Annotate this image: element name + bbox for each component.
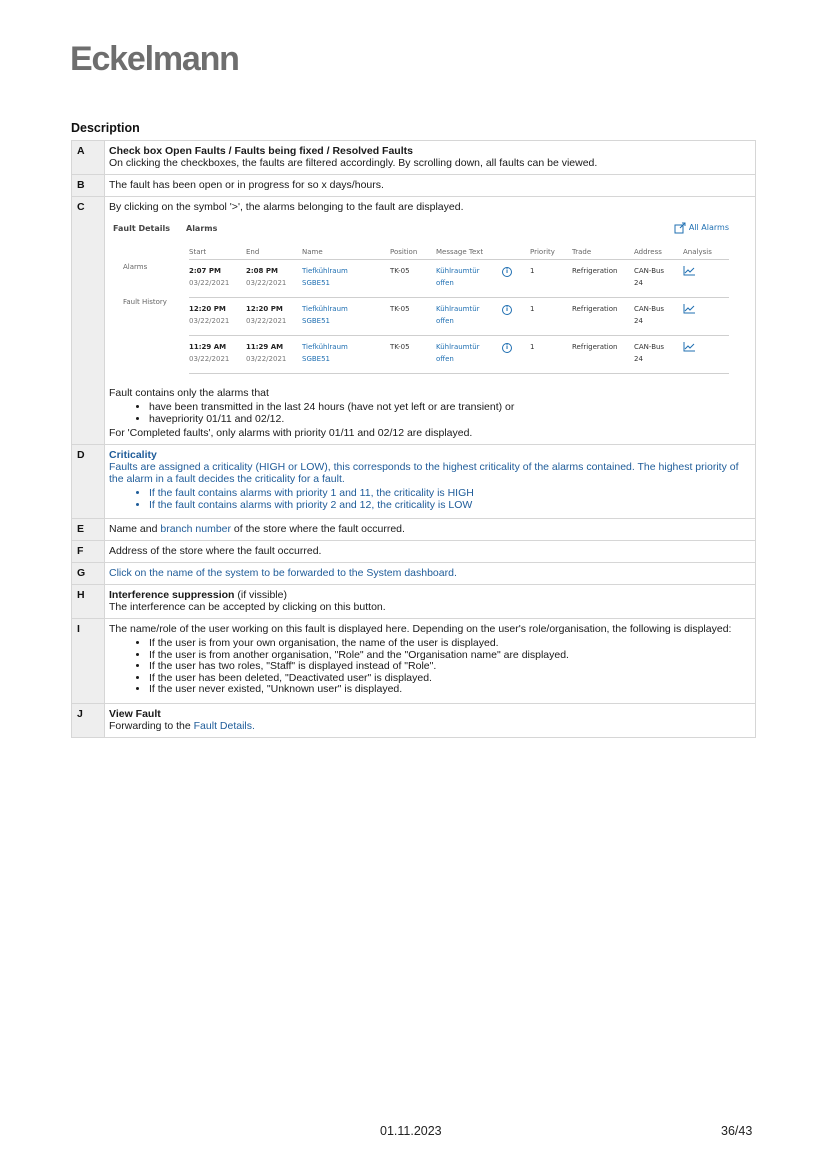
address: CAN-Bus (634, 267, 665, 275)
address: CAN-Bus (634, 343, 665, 351)
message-text: Kühlraumtür (436, 343, 480, 351)
row-content (105, 563, 756, 585)
row-title: Interference suppression (109, 589, 235, 601)
row-text: Forwarding to the (109, 719, 194, 732)
position: TK-05 (390, 343, 410, 351)
row-h (72, 585, 756, 619)
all-alarms-link[interactable] (674, 222, 729, 234)
tab-alarms[interactable]: Alarms (186, 224, 218, 233)
bullet-item: • If the user never existed, "Unknown user" is displayed. (149, 684, 751, 696)
alarm-row[interactable] (189, 260, 729, 298)
end-time: 2:08 PM (246, 267, 278, 275)
col-name: Name (302, 248, 323, 256)
priority: 1 (530, 343, 535, 351)
end-date: 03/22/2021 (246, 317, 287, 325)
address: CAN-Bus (634, 305, 665, 313)
alarm-row[interactable] (189, 336, 729, 374)
system-name-link[interactable]: Tiefkühlraum (302, 305, 348, 313)
row-text-post: of the store where the fault occurred. (231, 523, 405, 535)
row-text-pre: Name and (109, 523, 161, 535)
trade: Refrigeration (572, 267, 618, 275)
row-text: The interference can be accepted by clicking on this button. (109, 601, 386, 613)
row-key: D (72, 445, 105, 519)
col-analysis: Analysis (683, 248, 712, 256)
row-content (105, 445, 756, 519)
row-content (105, 141, 756, 175)
start-time: 11:29 AM (189, 343, 227, 351)
branch-number-link[interactable]: branch number (160, 523, 231, 535)
system-id-link[interactable]: SGBE51 (302, 279, 330, 287)
row-key: H (72, 585, 105, 619)
row-title: View Fault (109, 707, 161, 720)
row-key: C (72, 197, 105, 445)
row-a (72, 141, 756, 175)
all-alarms-label: All Alarms (688, 223, 729, 232)
row-key: F (72, 541, 105, 563)
start-date: 03/22/2021 (189, 317, 230, 325)
bullet-item: • If the user has been deleted, "Deactivated user" is displayed. (149, 673, 751, 685)
row-content (105, 197, 756, 445)
info-icon[interactable]: i (502, 267, 512, 277)
external-link-icon (674, 222, 686, 234)
row-j (72, 703, 756, 737)
row-text: The name/role of the user working on this fault is displayed here. Depending on the user's role/organisation, the following is displayed: (109, 623, 732, 635)
row-title-suffix: (if vissible) (234, 589, 287, 601)
analysis-chart-icon[interactable] (683, 303, 696, 314)
row-content (105, 519, 756, 541)
system-id-link[interactable]: SGBE51 (302, 355, 330, 363)
row-f (72, 541, 756, 563)
row-key: G (72, 563, 105, 585)
info-icon[interactable]: i (502, 343, 512, 353)
row-g (72, 563, 756, 585)
row-key: J (72, 703, 105, 737)
fault-details-link[interactable]: Fault Details. (193, 719, 255, 732)
alarms-table-header (189, 245, 729, 260)
bullet-item: • If the user is from another organisation, "Role" and the "Organisation name" are displayed. (149, 650, 751, 662)
system-dashboard-link[interactable]: System dashboard. (366, 567, 457, 579)
bullet-item: • If the user is from your own organisation, the name of the user is displayed. (149, 638, 751, 650)
position: TK-05 (390, 305, 410, 313)
system-name-link[interactable]: Tiefkühlraum (302, 343, 348, 351)
message-text-2: offen (436, 317, 454, 325)
fault-details-screenshot (109, 221, 733, 381)
col-priority: Priority (530, 248, 555, 256)
row-key: E (72, 519, 105, 541)
bullet-item: • If the user has two roles, "Staff" is displayed instead of "Role". (149, 661, 751, 673)
priority: 1 (530, 305, 535, 313)
system-name-link[interactable]: Tiefkühlraum (302, 267, 348, 275)
row-content (105, 541, 756, 563)
row-key: A (72, 141, 105, 175)
start-date: 03/22/2021 (189, 279, 230, 287)
position: TK-05 (390, 267, 410, 275)
col-address: Address (634, 248, 662, 256)
bullet-list (109, 638, 751, 696)
col-message-text: Message Text (436, 248, 484, 256)
footer-page-number: 36/43 (721, 1124, 753, 1138)
end-time: 11:29 AM (246, 343, 284, 351)
row-content (105, 703, 756, 737)
start-time: 12:20 PM (189, 305, 226, 313)
side-alarms[interactable]: Alarms (123, 263, 148, 271)
end-date: 03/22/2021 (246, 355, 287, 363)
info-icon[interactable]: i (502, 305, 512, 315)
eckelmann-logo: Eckelmann (70, 40, 239, 78)
bullet-item: • have been transmitted in the last 24 hours (have not yet left or are transient) or (149, 402, 751, 414)
row-key: B (72, 175, 105, 197)
row-text: Faults are assigned a criticality (HIGH or LOW), this corresponds to the highest criticality of the alarms contained. The highest priority of the alarm in a fault decides the criticality for a fault. (109, 461, 739, 485)
row-text-after: Fault contains only the alarms that (109, 387, 269, 399)
row-content (105, 619, 756, 704)
row-b (72, 175, 756, 197)
footer-date: 01.11.2023 (380, 1124, 442, 1138)
message-text: Kühlraumtür (436, 305, 480, 313)
row-text: On clicking the checkboxes, the faults are filtered accordingly. By scrolling down, all faults can be viewed. (109, 157, 598, 169)
bullet-item: • If the fault contains alarms with priority 2 and 12, the criticality is LOW (149, 500, 751, 512)
section-title: Description (71, 121, 140, 135)
row-text: Click on the name of the system to be forwarded to the (109, 567, 367, 579)
message-text: Kühlraumtür (436, 267, 480, 275)
row-content (105, 585, 756, 619)
address-2: 24 (634, 355, 643, 363)
trade: Refrigeration (572, 305, 618, 313)
alarms-table (189, 245, 729, 374)
row-title: Criticality (109, 449, 157, 461)
row-d (72, 445, 756, 519)
priority: 1 (530, 267, 535, 275)
trade: Refrigeration (572, 343, 618, 351)
col-position: Position (390, 248, 418, 256)
bullet-item: • If the fault contains alarms with priority 1 and 11, the criticality is HIGH (149, 488, 751, 500)
row-text: Address of the store where the fault occurred. (109, 545, 322, 557)
address-2: 24 (634, 317, 643, 325)
completed-note: For 'Completed faults', only alarms with priority 01/11 and 02/12 are displayed. (109, 427, 473, 439)
row-text: The fault has been open or in progress for so x days/hours. (109, 179, 384, 191)
row-title: Check box Open Faults / Faults being fixed / Resolved Faults (109, 145, 413, 157)
system-id-link[interactable]: SGBE51 (302, 317, 330, 325)
tab-fault-details[interactable]: Fault Details (113, 224, 170, 233)
message-text-2: offen (436, 279, 454, 287)
message-text-2: offen (436, 355, 454, 363)
col-end: End (246, 248, 260, 256)
address-2: 24 (634, 279, 643, 287)
row-key: I (72, 619, 105, 704)
analysis-chart-icon[interactable] (683, 341, 696, 352)
row-c (72, 197, 756, 445)
start-time: 2:07 PM (189, 267, 221, 275)
side-fault-history[interactable]: Fault History (123, 298, 167, 306)
bullet-item: • havepriority 01/11 and 02/12. (149, 414, 751, 426)
start-date: 03/22/2021 (189, 355, 230, 363)
bullet-list (109, 402, 751, 425)
alarm-row[interactable] (189, 298, 729, 336)
end-time: 12:20 PM (246, 305, 283, 313)
row-e (72, 519, 756, 541)
end-date: 03/22/2021 (246, 279, 287, 287)
row-i (72, 619, 756, 704)
row-text: By clicking on the symbol '>', the alarms belonging to the fault are displayed. (109, 201, 464, 213)
bullet-list (109, 488, 751, 511)
description-table (71, 140, 756, 738)
row-content (105, 175, 756, 197)
col-trade: Trade (572, 248, 592, 256)
analysis-chart-icon[interactable] (683, 265, 696, 276)
col-start: Start (189, 248, 207, 256)
